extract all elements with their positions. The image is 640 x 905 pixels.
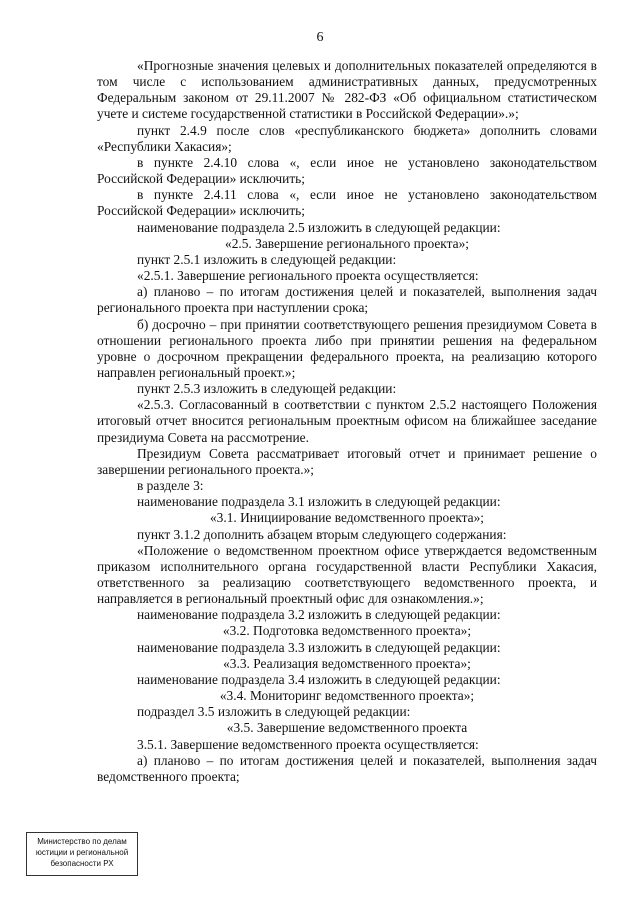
paragraph: а) планово – по итогам достижения целей и показателей, выполнения задач регионального проекта при наступлении срока; [97,284,597,316]
paragraph: «Положение о ведомственном проектном офисе утверждается ведомственным приказом исполнительного органа государственной власти Республики Хакасия, ответственного за реализацию соответствующего ведомственного проекта, и направляется в региональный проектный офис для ознакомления.»; [97,542,597,607]
paragraph: 3.5.1. Завершение ведомственного проекта осуществляется: [137,736,479,752]
paragraph: «3.2. Подготовка ведомственного проекта»; [222,623,472,639]
paragraph: наименование подраздела 3.2 изложить в следующей редакции: [137,607,501,623]
paragraph: наименование подраздела 3.4 изложить в следующей редакции: [137,671,501,687]
page-number: 6 [316,30,324,45]
paragraph: «2.5. Завершение регионального проекта»; [225,235,469,251]
stamp-line-2: юстиции и региональной [35,848,129,857]
paragraph: Президиум Совета рассматривает итоговый отчет и принимает решение о завершении регионального проекта.»; [97,445,597,477]
stamp-line-1: Министерство по делам [37,837,127,846]
paragraph: наименование подраздела 3.1 изложить в следующей редакции: [137,494,501,510]
paragraph: наименование подраздела 3.3 изложить в следующей редакции: [137,639,501,655]
paragraph: пункт 2.5.1 изложить в следующей редакции: [137,251,397,267]
paragraph: в разделе 3: [137,478,204,494]
paragraph: наименование подраздела 2.5 изложить в следующей редакции: [137,219,501,235]
paragraph: «3.1. Инициирование ведомственного проекта»; [209,510,485,526]
paragraph: б) досрочно – при принятии соответствующего решения президиумом Совета в отношении регионального проекта либо при принятии решения на федеральном уровне о досрочном прекращении федерального проекта, на реализацию которого направлен региональный проект.»; [97,316,597,380]
document-body [97,58,597,785]
paragraph: в пункте 2.4.11 слова «, если иное не установлено законодательством Российской Федерации» исключить; [97,187,597,219]
stamp-line-3: безопасности РХ [50,859,114,868]
paragraph: пункт 2.5.3 изложить в следующей редакции: [137,381,397,397]
paragraph: подраздел 3.5 изложить в следующей редакции: [137,704,411,720]
ministry-stamp [26,832,138,876]
paragraph: «2.5.1. Завершение регионального проекта осуществляется: [137,268,479,284]
paragraph: пункт 3.1.2 дополнить абзацем вторым следующего содержания: [137,526,507,542]
paragraph: «Прогнозные значения целевых и дополнительных показателей определяются в том числе с использованием административных данных, предусмотренных Федеральным законом от 29.11.2007 № 282-ФЗ «Об официальном статистическом учете и системе государственной статистики в Российской Федерации».»; [97,58,597,122]
paragraph: пункт 2.4.9 после слов «республиканского бюджета» дополнить словами «Республики Хакасия»; [97,122,597,154]
paragraph: «2.5.3. Согласованный в соответствии с пунктом 2.5.2 настоящего Положения итоговый отчет вносится региональным проектным офисом на ближайшее заседание президиума Совета на рассмотрение. [97,397,597,445]
paragraph: а) планово – по итогам достижения целей и показателей, выполнения задач ведомственного проекта; [97,752,597,784]
paragraph: в пункте 2.4.10 слова «, если иное не установлено законодательством Российской Федерации» исключить; [97,154,597,187]
paragraph: «3.5. Завершение ведомственного проекта [226,720,468,736]
paragraph: «3.4. Мониторинг ведомственного проекта»; [219,688,475,704]
paragraph: «3.3. Реализация ведомственного проекта»; [223,655,471,671]
